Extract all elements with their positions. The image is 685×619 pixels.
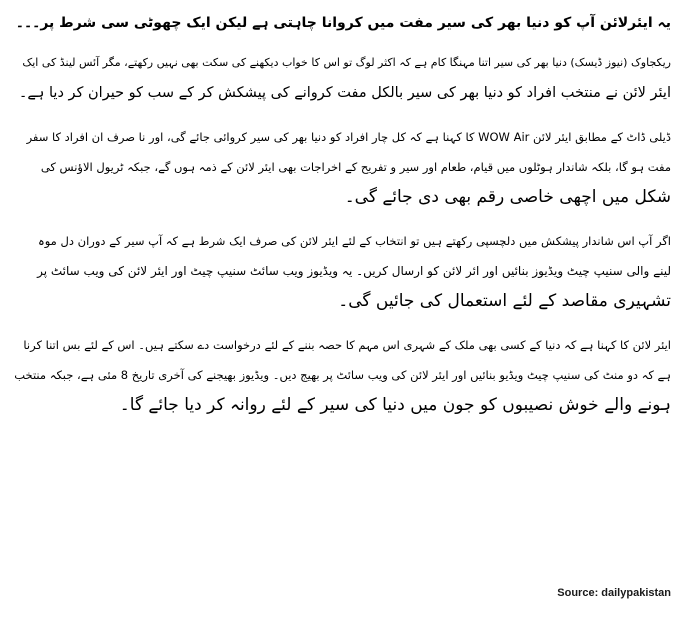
paragraph-line: تشہیری مقاصد کے لئے استعمال کی جائیں گی۔: [338, 291, 671, 311]
paragraph-line: ایئر لائن کا کہنا ہے کہ دنیا کے کسی بھی ملک کے شہری اس مہم کا حصہ بننے کے لئے درخواست دے سکتے ہیں۔ اس کے لئے بس اتنا کرنا: [23, 338, 671, 352]
paragraph-line: ہونے والے خوش نصیبوں کو جون میں دنیا کی سیر کے لئے روانہ کر دیا جائے گا۔: [119, 395, 671, 415]
paragraph-line: ایئر لائن نے منتخب افراد کو دنیا بھر کی سیر بالکل مفت کروانے کی پیشکش کر کے سب کو حیران کر دیا ہے۔: [18, 85, 671, 101]
article-body: [14, 8, 671, 434]
paragraph-line: اگر آپ اس شاندار پیشکش میں دلچسپی رکھتے ہیں تو انتخاب کے لئے ایئر لائن کی صرف ایک شرط ہے کہ آپ سیر کے دوران دل موہ: [38, 234, 671, 248]
paragraph-4: [14, 330, 671, 420]
title-line: یہ ایئرلائن آپ کو دنیا بھر کی سیر مفت میں کروانا چاہتی ہے لیکن ایک چھوٹی سی شرط پر۔۔۔: [15, 15, 671, 31]
paragraph-line: ڈیلی ڈاٹ کے مطابق ایئر لائن WOW Air کا کہنا ہے کہ کل چار افراد کو دنیا بھر کی سیر کروائی جائے گی، اور نا صرف ان افراد کا سفر: [26, 130, 671, 144]
paragraph-line: شکل میں اچھی خاصی رقم بھی دی جائے گی۔: [344, 187, 671, 207]
paragraph-1: [14, 48, 671, 108]
source-credit: Source: dailypakistan: [557, 587, 671, 599]
paragraph-2: [14, 122, 671, 212]
paragraph-line: ریکجاوک (نیوز ڈیسک) دنیا بھر کی سیر اتنا مہنگا کام ہے کہ اکثر لوگ تو اس کا خواب دیکھنے کی سکت بھی نہیں رکھتے، مگر آئس لینڈ کی ایک: [22, 56, 671, 69]
paragraph-line: مفت ہو گا، بلکہ شاندار ہوٹلوں میں قیام، طعام اور سیر و تفریح کے اخراجات بھی ایئر لائن کے ذمہ ہوں گے، جبکہ ٹریول الاؤنس کی: [40, 160, 671, 174]
article-title: [14, 8, 671, 38]
paragraph-line: ہے کہ دو منٹ کی سنیپ چیٹ ویڈیو بنائیں اور ایئر لائن کی ویب سائٹ پر بھیج دیں۔ ویڈیوز بھیجنے کی آخری تاریخ 8 مئی ہے، جبکہ منتخب: [14, 368, 671, 382]
paragraph-3: [14, 226, 671, 316]
paragraph-line: لینے والی سنیپ چیٹ ویڈیوز بنائیں اور ائر لائن کو ارسال کریں۔ یہ ویڈیوز ویب سائٹ سنیپ چیٹ اور ایئر لائن کی ویب سائٹ پر: [37, 264, 671, 278]
